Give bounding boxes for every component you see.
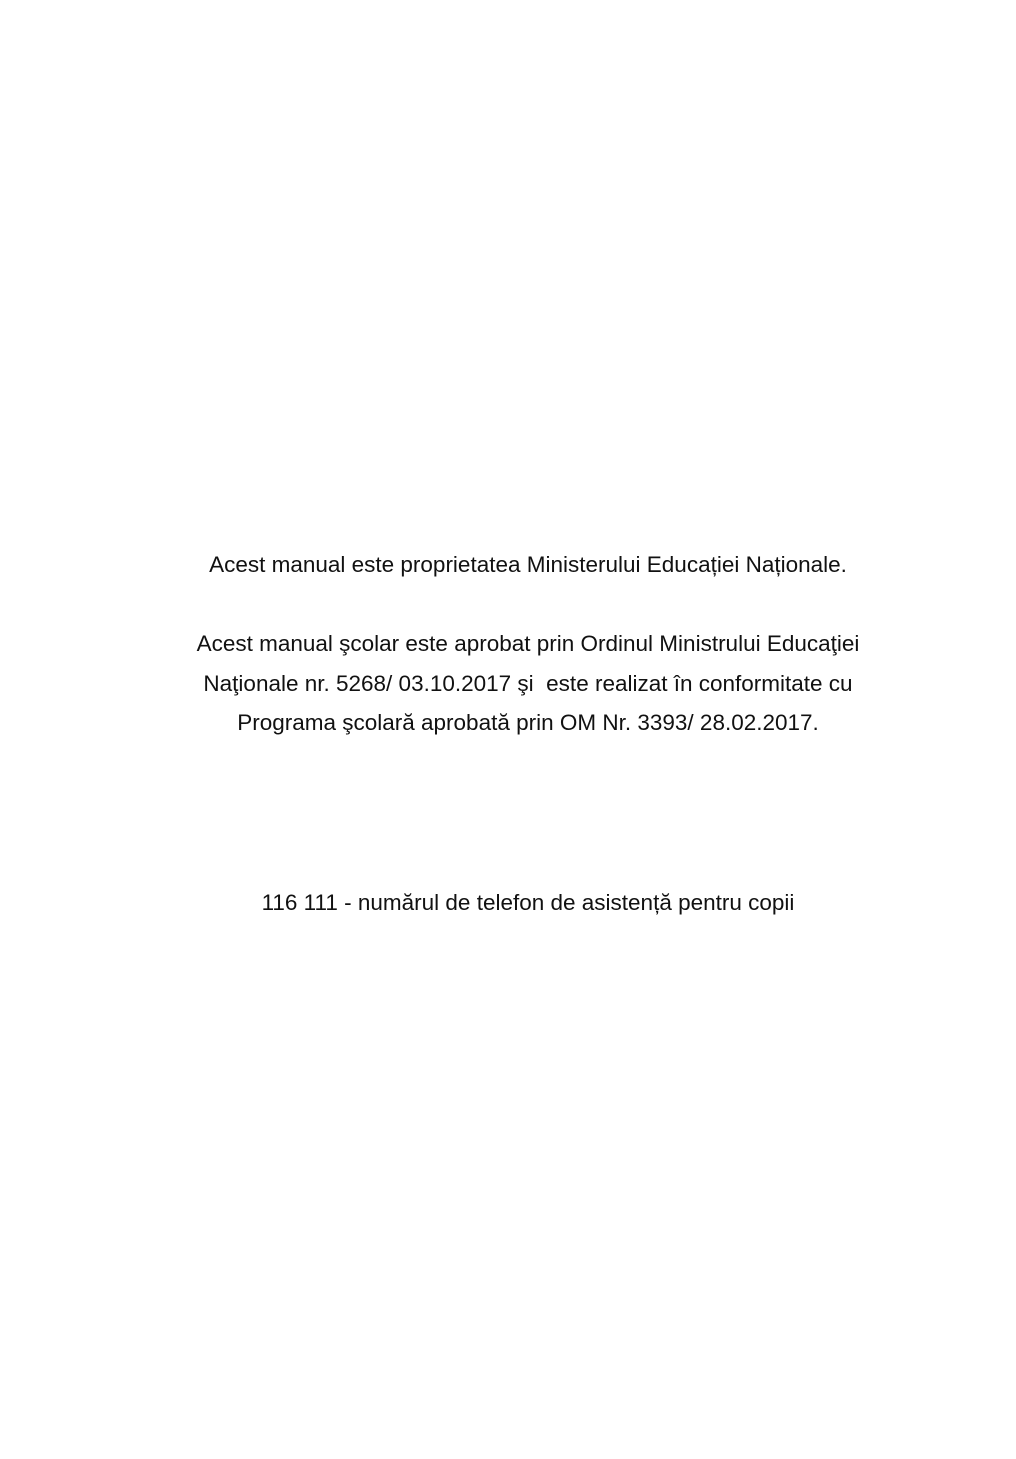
approval-line-1: Acest manual şcolar este aprobat prin Ordinul Ministrului Educaţiei: [196, 631, 860, 656]
approval-line-2: Naţionale nr. 5268/ 03.10.2017 şi este realizat în conformitate cu: [203, 671, 853, 696]
helpline-notice: 116 111 - numărul de telefon de asistență pentru copii: [261, 890, 795, 915]
ownership-notice: Acest manual este proprietatea Ministerului Educației Naționale.: [209, 552, 847, 577]
approval-line-3: Programa şcolară aprobată prin OM Nr. 3393/ 28.02.2017.: [237, 710, 819, 735]
